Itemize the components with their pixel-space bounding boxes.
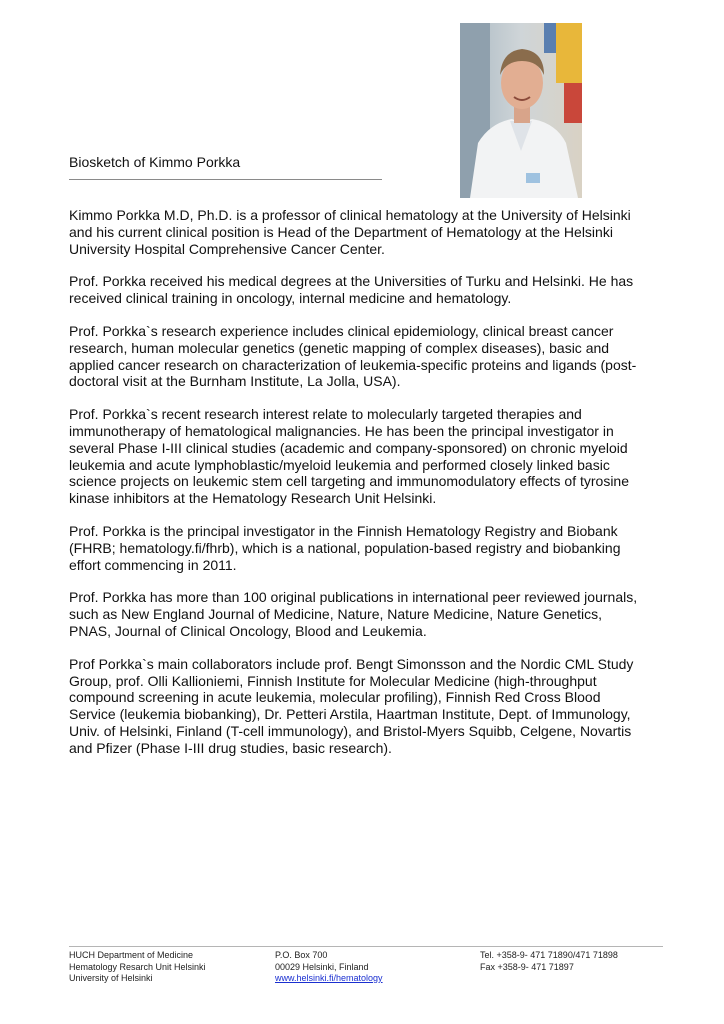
paragraph-publications: Prof. Porkka has more than 100 original publications in international peer reviewed journals, such as New England Journal of Medicine, Nature, Nature Medicine, Nature Genetics, PNAS, Journal of Clinical Oncology, Blood and Leukemia. bbox=[69, 589, 638, 639]
paragraph-research-interest: Prof. Porkka`s recent research interest relate to molecularly targeted therapies and immunotherapy of hematological malignancies. He has been the principal investigator in several Phase I-III clinical studies (academic and company-sponsored) on chronic myeloid leukemia and acute lymphoblastic/myeloid leukemia and performed closely linked basic science projects on leukemic stem cell targeting and immunomodulatory effects of tyrosine kinase inhibitors at the Hematology Research Unit Helsinki. bbox=[69, 406, 630, 507]
footer-address-department bbox=[69, 950, 206, 985]
footer-divider bbox=[69, 946, 663, 947]
paragraph-registry: Prof. Porkka is the principal investigator in the Finnish Hematology Registry and Biobank (FHRB; hematology.fi/fhrb), which is a national, population-based registry and biobanking effort commencing in 2011. bbox=[69, 522, 621, 573]
phone-number: Tel. +358-9- 471 71890/471 71898 bbox=[480, 950, 618, 960]
footer-line: Hematology Resarch Unit Helsinki bbox=[69, 961, 206, 972]
paragraph-research-experience: Prof. Porkka`s research experience includes clinical epidemiology, clinical breast cancer research, human molecular genetics (genetic mapping of complex diseases), basic and applied cancer research on characterization of leukemia-specific proteins and ligands (post-doctoral visit at the Burnham Institute, La Jolla, USA). bbox=[69, 322, 637, 390]
biography-body bbox=[69, 207, 644, 773]
paragraph-collaborators: Prof Porkka`s main collaborators include prof. Bengt Simonsson and the Nordic CML Study Group, prof. Olli Kallioniemi, Finnish Institute for Molecular Medicine (high-throughput compound screening in acute leukemia, molecular profiling), Finnish Red Cross Blood Service (leukemia biobanking), Dr. Petteri Arstila, Haartman Institute, Dept. of Immunology, Univ. of Helsinki, Finland (T-cell immunology), and Bristol-Myers Squibb, Celgene, Novartis and Pfizer (Phase I-III drug studies, basic research). bbox=[69, 655, 634, 756]
footer-address-postal bbox=[275, 950, 383, 985]
footer-line: University of Helsinki bbox=[69, 973, 153, 983]
portrait-illustration bbox=[460, 23, 582, 198]
portrait-photo bbox=[460, 23, 582, 198]
fax-number: Fax +358-9- 471 71897 bbox=[480, 961, 574, 972]
paragraph-intro: Kimmo Porkka M.D, Ph.D. is a professor of clinical hematology at the University of Helsinki and his current clinical position is Head of the Department of Hematology at the Helsinki University Hospital Comprehensive Cancer Center. bbox=[69, 207, 631, 257]
footer-line: HUCH Department of Medicine bbox=[69, 950, 194, 960]
footer-line: P.O. Box 700 bbox=[275, 950, 328, 960]
title-underline bbox=[69, 179, 382, 180]
paragraph-education: Prof. Porkka received his medical degrees at the Universities of Turku and Helsinki. He has received clinical training in oncology, internal medicine and hematology. bbox=[69, 273, 634, 307]
document-title: Biosketch of Kimmo Porkka bbox=[69, 154, 241, 170]
website-link[interactable]: www.helsinki.fi/hematology bbox=[275, 973, 383, 983]
footer-contact bbox=[480, 950, 618, 973]
footer-line: 00029 Helsinki, Finland bbox=[275, 961, 369, 972]
